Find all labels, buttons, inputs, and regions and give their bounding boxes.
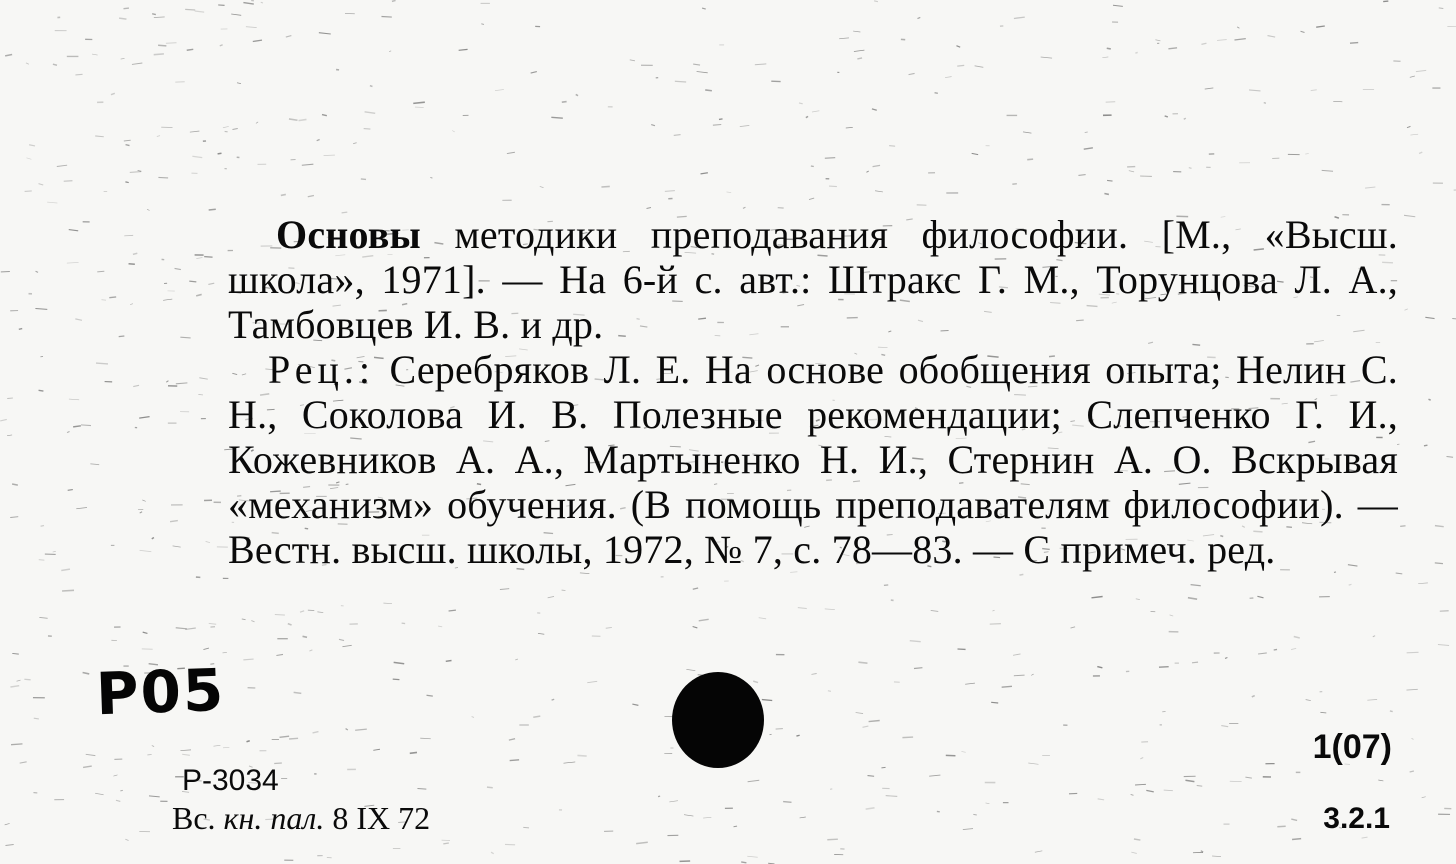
print-date: 8 IX 72 [332,800,431,836]
punch-hole [672,672,764,768]
title-details: методики преподавания философии. [М., «Высш. школа», 1971]. — На 6-й с. авт.: Штракс Г. М., Торунцова Л. А., Тамбовцев И. В. и др. [228,212,1398,347]
review-paragraph [228,347,1398,572]
review-label: Рец.: [268,347,375,392]
print-mark: кн. пал. [223,800,325,836]
classification-index-2: 3.2.1 [1323,802,1390,835]
print-info [172,800,430,837]
bibliographic-entry [228,212,1398,572]
title-paragraph [228,212,1398,347]
catalog-number: Р-3034 [182,764,279,797]
print-prefix: Вс. [172,800,216,836]
classification-index-1: 1(07) [1312,728,1392,766]
title-first-word: Основы [276,212,421,257]
review-text: Серебряков Л. Е. На основе обобщения опыта; Нелин С. Н., Соколова И. В. Полезные рекомендации; Слепченко Г. И., Кожевников А. А., Мартыненко Н. И., Стернин А. О. Вскрывая «механизм» обучения. (В помощь преподавателям философии). — Вестн. высш. школы, 1972, № 7, с. 78—83. — С примеч. ред. [228,347,1398,572]
handwritten-code: P05 [94,655,227,729]
